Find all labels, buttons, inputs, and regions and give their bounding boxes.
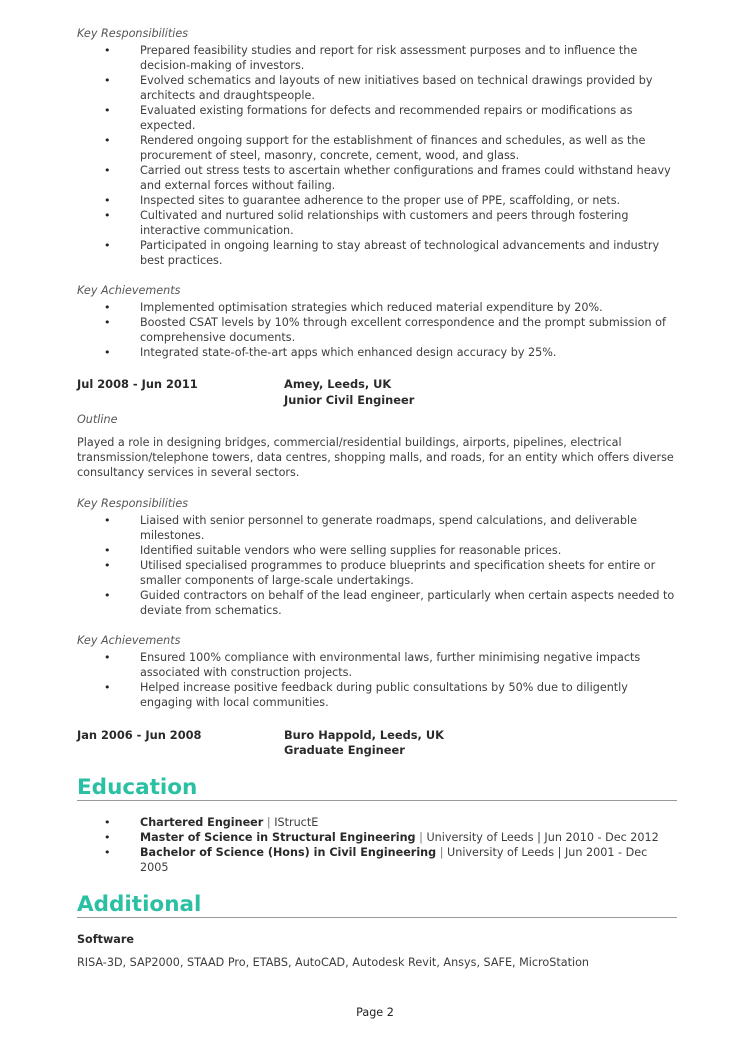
job-entry-amey [77,377,677,710]
job-dates: Jan 2006 - Jun 2008 [77,727,202,742]
education-item: • Bachelor of Science (Hons) in Civil Engineering | University of Leeds | Jun 2001 - Dec 2005 [77,845,677,875]
key-achievements-label: Key Achievements [77,633,181,647]
list-item: • Utilised specialised programmes to produce blueprints and specification sheets for entire or smaller components of large-scale undertakings. [77,558,677,588]
list-item: • Liaised with senior personnel to generate roadmaps, spend calculations, and deliverable milestones. [77,513,677,543]
key-responsibilities-label: Key Responsibilities [77,27,189,40]
page-number: Page 2 [356,1006,394,1019]
list-item: • Inspected sites to guarantee adherence to the proper use of PPE, scaffolding, or nets. [77,193,677,208]
list-item: • Implemented optimisation strategies which reduced material expenditure by 20%. [77,300,677,315]
job-header [77,728,677,744]
resume-page [77,26,677,970]
achievements-list [77,650,677,710]
degree-name: Master of Science in Structural Engineering [140,830,416,844]
job-company: Buro Happold, Leeds, UK [284,727,444,742]
list-item: • Evolved schematics and layouts of new initiatives based on technical drawings provided by architects and draughtspeople. [77,73,677,103]
list-item: • Helped increase positive feedback during public consultations by 50% due to diligently engaging with local communities. [77,680,677,710]
list-item: • Ensured 100% compliance with environmental laws, further minimising negative impacts associated with construction projects. [77,650,677,680]
outline-text: Played a role in designing bridges, commercial/residential buildings, airports, pipelines, electrical transmission/telephone towers, data centres, shopping malls, and roads, for an entity which offers diverse consultancy services in several sectors. [77,436,674,480]
software-label: Software [77,932,134,946]
degree-name: Bachelor of Science (Hons) in Civil Engineering [140,845,437,859]
job-title: Graduate Engineer [284,743,405,758]
list-item: • Evaluated existing formations for defects and recommended repairs or modifications as expected. [77,103,677,133]
degree-detail: IStructE [274,815,319,829]
list-item: • Identified suitable vendors who were selling supplies for reasonable prices. [77,543,677,558]
education-list [77,815,677,875]
list-item: • Guided contractors on behalf of the lead engineer, particularly when certain aspects needed to deviate from schematics. [77,588,677,618]
key-achievements-label: Key Achievements [77,284,181,297]
job-entry-buro-happold [77,728,677,759]
education-item: • Master of Science in Structural Engineering | University of Leeds | Jun 2010 - Dec 2012 [77,830,677,845]
outline-label: Outline [77,413,118,426]
achievements-list [77,300,677,360]
education-item: • Chartered Engineer | IStructE [77,815,677,830]
job-title: Junior Civil Engineer [284,392,415,407]
key-responsibilities-label: Key Responsibilities [77,496,189,510]
degree-name: Chartered Engineer [140,815,264,829]
degree-detail: University of Leeds | Jun 2010 - Dec 2012 [426,830,659,844]
list-item: • Carried out stress tests to ascertain whether configurations and frames could withstand heavy and external forces without failing. [77,163,677,193]
list-item: • Rendered ongoing support for the establishment of finances and schedules, as well as the procurement of steel, masonry, concrete, cement, wood, and glass. [77,133,677,163]
software-list: RISA-3D, SAP2000, STAAD Pro, ETABS, AutoCAD, Autodesk Revit, Ansys, SAFE, MicroStation [77,955,590,969]
responsibilities-list [77,513,677,618]
education-heading: Education [77,776,677,801]
job-dates: Jul 2008 - Jun 2011 [77,377,198,391]
job-company: Amey, Leeds, UK [284,377,392,391]
list-item: • Boosted CSAT levels by 10% through excellent correspondence and the prompt submission of comprehensive documents. [77,315,677,345]
additional-heading: Additional [77,893,677,918]
degree-detail: University of Leeds | Jun 2001 - Dec 2005 [140,845,648,874]
job-title-row [77,743,677,759]
list-item: • Integrated state-of-the-art apps which enhanced design accuracy by 25%. [77,345,677,360]
list-item: • Prepared feasibility studies and report for risk assessment purposes and to influence the decision-making of investors. [77,43,677,73]
list-item: • Participated in ongoing learning to stay abreast of technological advancements and industry best practices. [77,238,677,268]
job-title-row [77,393,677,409]
job-header [77,377,677,393]
list-item: • Cultivated and nurtured solid relationships with customers and peers through fostering interactive communication. [77,208,677,238]
responsibilities-list [77,43,677,268]
